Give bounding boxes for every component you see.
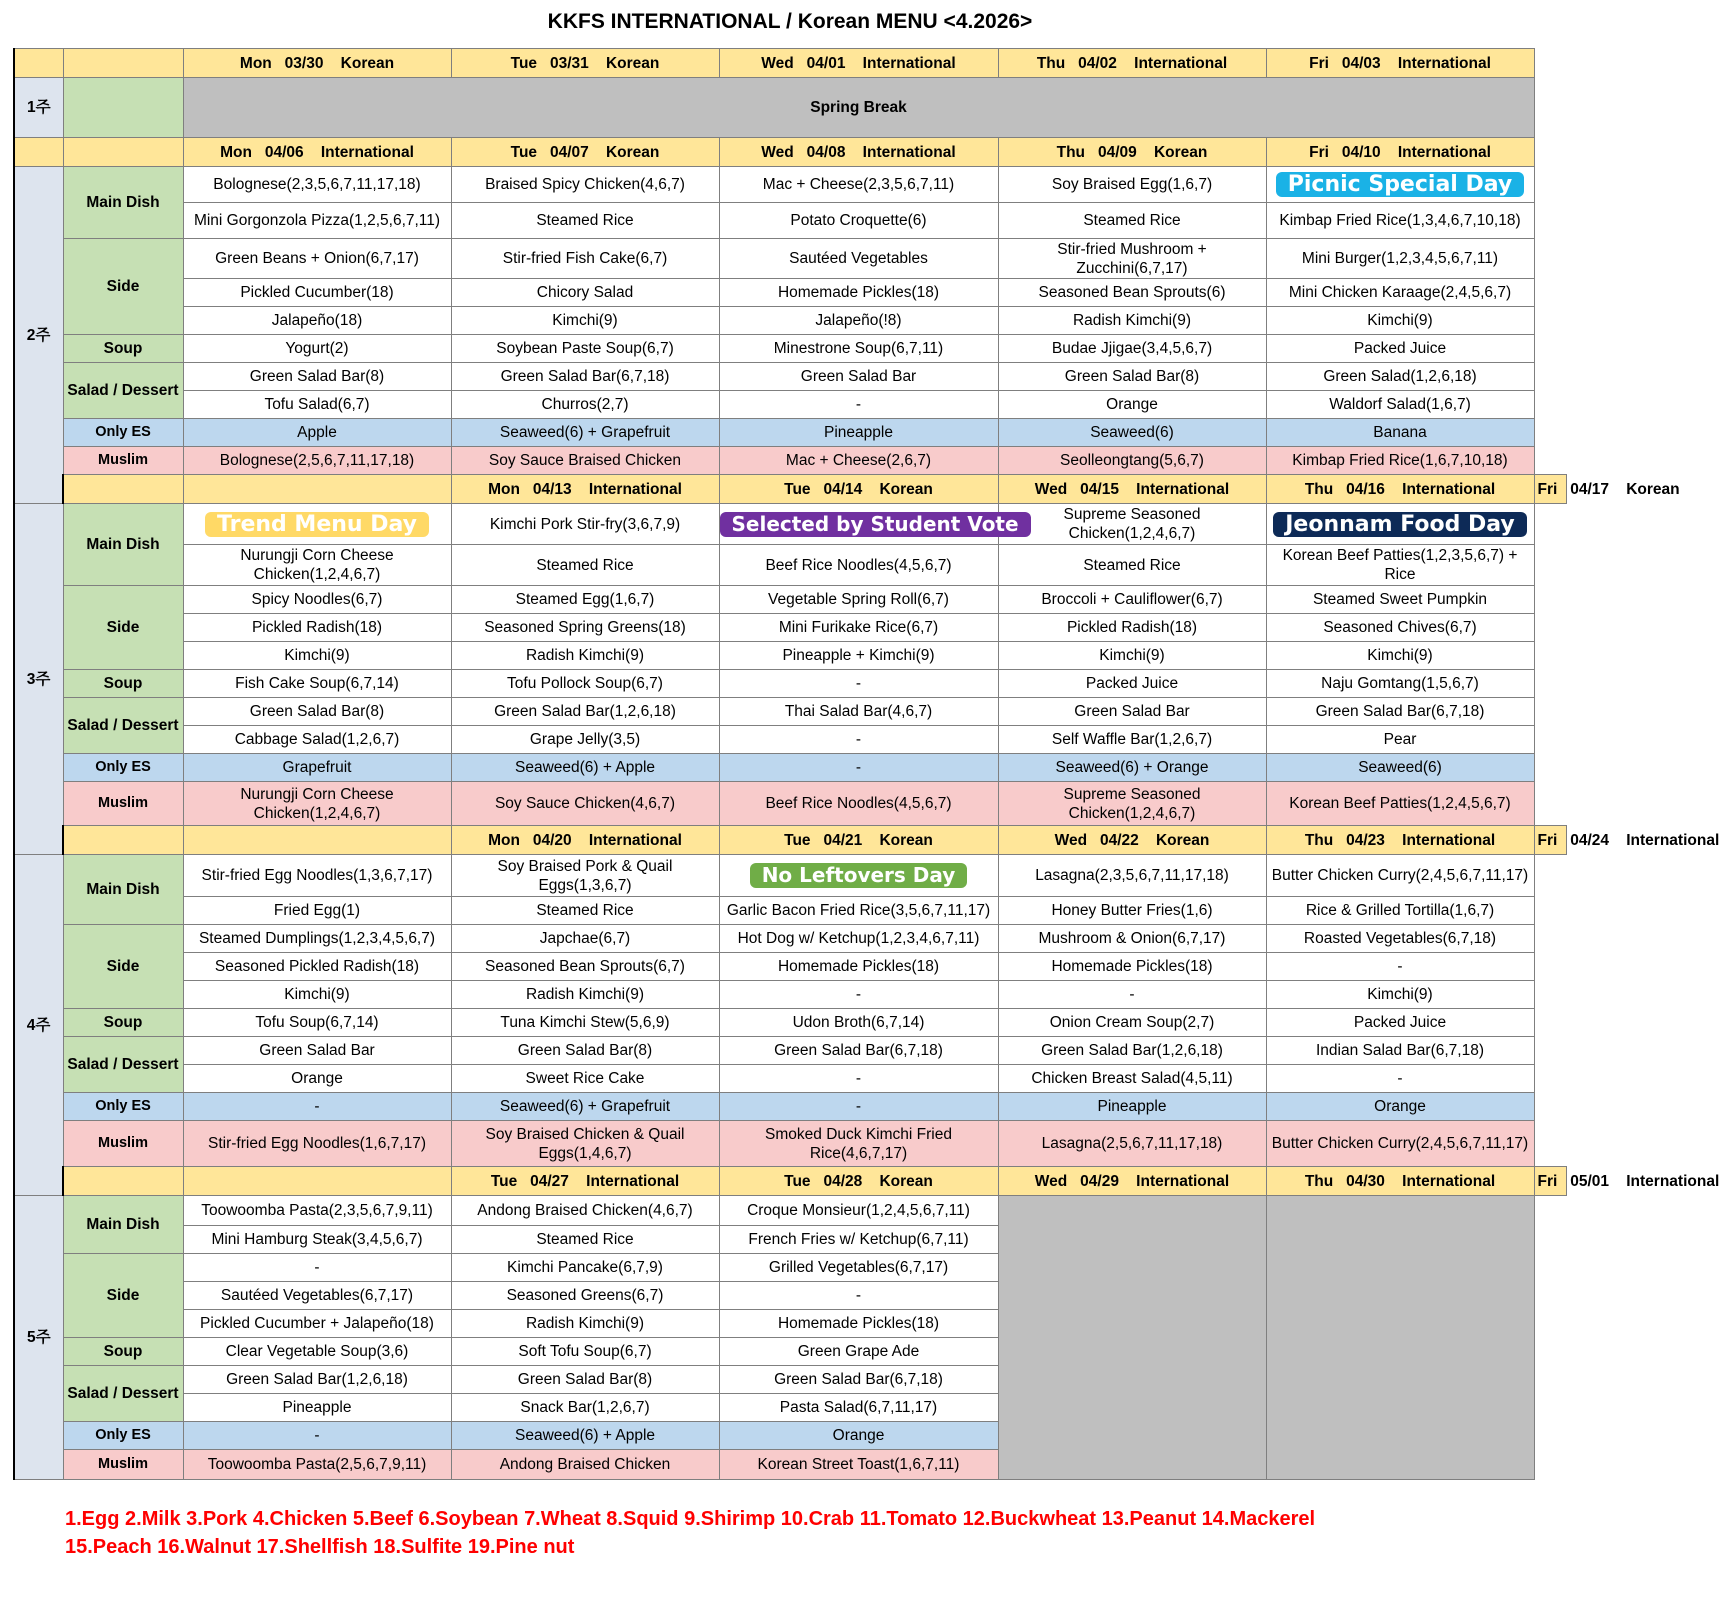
- category-salad-dessert: Salad / Dessert: [63, 1037, 183, 1093]
- week2-header-row: [14, 138, 1567, 167]
- menu-cell: Green Salad Bar(8): [451, 1366, 719, 1394]
- category-muslim: Muslim: [63, 447, 183, 475]
- week1-row: [14, 78, 1567, 138]
- menu-cell: [719, 504, 1019, 545]
- menu-cell: -: [719, 670, 998, 698]
- menu-cell: Green Salad Bar: [183, 1037, 451, 1065]
- menu-cell: Pineapple: [719, 419, 998, 447]
- page-title: KKFS INTERNATIONAL / Korean MENU <4.2026>: [547, 10, 1033, 33]
- menu-cell: Orange: [1266, 1093, 1534, 1121]
- menu-cell: Soy Sauce Chicken(4,6,7): [451, 782, 719, 826]
- category-soup: Soup: [63, 1338, 183, 1366]
- menu-cell: Vegetable Spring Roll(6,7): [719, 586, 998, 614]
- menu-cell: Orange: [719, 1422, 998, 1450]
- menu-cell: Steamed Sweet Pumpkin: [1266, 586, 1534, 614]
- no-menu-cell: [998, 1196, 1266, 1480]
- menu-cell: Korean Street Toast(1,6,7,11): [719, 1450, 998, 1480]
- day-header: Thu 04/30 International: [1266, 1167, 1534, 1196]
- menu-cell: Pickled Radish(18): [998, 614, 1266, 642]
- no-leftovers-day-badge: No Leftovers Day: [750, 863, 968, 888]
- menu-cell: Seasoned Bean Sprouts(6): [998, 279, 1266, 307]
- menu-cell: Banana: [1266, 419, 1534, 447]
- menu-cell: Stir-fried Egg Noodles(1,3,6,7,17): [183, 855, 451, 897]
- menu-cell: Naju Gomtang(1,5,6,7): [1266, 670, 1534, 698]
- day-header: Tue 04/27 International: [451, 1167, 719, 1196]
- menu-cell: -: [1266, 953, 1534, 981]
- menu-cell: Soft Tofu Soup(6,7): [451, 1338, 719, 1366]
- menu-cell: Pickled Cucumber + Jalapeño(18): [183, 1310, 451, 1338]
- allergen-legend: [65, 1505, 1565, 1561]
- student-vote-badge: Selected by Student Vote: [720, 512, 1031, 537]
- menu-cell: Chicken Breast Salad(4,5,11): [998, 1065, 1266, 1093]
- category-muslim: Muslim: [63, 782, 183, 826]
- menu-cell: Green Salad Bar(8): [998, 363, 1266, 391]
- menu-cell: Braised Spicy Chicken(4,6,7): [451, 167, 719, 203]
- menu-cell: Clear Vegetable Soup(3,6): [183, 1338, 451, 1366]
- menu-cell: Croque Monsieur(1,2,4,5,6,7,11): [719, 1196, 998, 1226]
- menu-cell: Kimchi(9): [183, 981, 451, 1009]
- day-header: Thu 04/02 International: [998, 49, 1266, 78]
- menu-cell: Butter Chicken Curry(2,4,5,6,7,11,17): [1266, 1121, 1534, 1167]
- menu-cell: Kimchi(9): [451, 307, 719, 335]
- menu-cell: Homemade Pickles(18): [719, 1310, 998, 1338]
- menu-cell: Kimbap Fried Rice(1,3,4,6,7,10,18): [1266, 203, 1534, 239]
- menu-cell: Green Beans + Onion(6,7,17): [183, 239, 451, 279]
- category-salad-dessert: Salad / Dessert: [63, 698, 183, 754]
- category-soup: Soup: [63, 1009, 183, 1037]
- menu-cell: Green Salad Bar(1,2,6,18): [183, 1366, 451, 1394]
- menu-cell: Green Grape Ade: [719, 1338, 998, 1366]
- menu-cell: Rice & Grilled Tortilla(1,6,7): [1266, 897, 1534, 925]
- menu-cell: Andong Braised Chicken: [451, 1450, 719, 1480]
- picnic-special-day-badge: Picnic Special Day: [1276, 172, 1525, 197]
- menu-cell: Pickled Radish(18): [183, 614, 451, 642]
- menu-cell: Onion Cream Soup(2,7): [998, 1009, 1266, 1037]
- day-header: Wed 04/01 International: [719, 49, 998, 78]
- menu-cell: Yogurt(2): [183, 335, 451, 363]
- week-label: 4주: [14, 855, 63, 1196]
- menu-cell: Radish Kimchi(9): [451, 981, 719, 1009]
- menu-cell: Beef Rice Noodles(4,5,6,7): [719, 782, 998, 826]
- menu-cell: Spicy Noodles(6,7): [183, 586, 451, 614]
- menu-cell: Radish Kimchi(9): [998, 307, 1266, 335]
- menu-cell: -: [998, 981, 1266, 1009]
- jeonnam-food-day-badge: Jeonnam Food Day: [1273, 512, 1527, 537]
- menu-cell: French Fries w/ Ketchup(6,7,11): [719, 1226, 998, 1254]
- menu-cell: Cabbage Salad(1,2,6,7): [183, 726, 451, 754]
- menu-cell: Green Salad Bar(6,7,18): [451, 363, 719, 391]
- menu-cell: Steamed Rice: [451, 897, 719, 925]
- menu-cell: Pineapple: [998, 1093, 1266, 1121]
- day-header: Fri 04/03 International: [1266, 49, 1534, 78]
- menu-cell: Green Salad Bar(1,2,6,18): [998, 1037, 1266, 1065]
- menu-cell: Thai Salad Bar(4,6,7): [719, 698, 998, 726]
- menu-cell: Stir-fried Egg Noodles(1,6,7,17): [183, 1121, 451, 1167]
- menu-cell: Smoked Duck Kimchi Fried Rice(4,6,7,17): [719, 1121, 998, 1167]
- day-header: Wed 04/22 Korean: [998, 826, 1266, 855]
- menu-cell: Tofu Pollock Soup(6,7): [451, 670, 719, 698]
- menu-cell: Homemade Pickles(18): [719, 953, 998, 981]
- menu-cell: Hot Dog w/ Ketchup(1,2,3,4,6,7,11): [719, 925, 998, 953]
- week-label: 5주: [14, 1196, 63, 1480]
- menu-cell: -: [719, 1065, 998, 1093]
- menu-cell: -: [719, 726, 998, 754]
- week3-header-row: [14, 475, 1567, 504]
- spring-break-note: Spring Break: [183, 78, 1534, 138]
- category-salad-dessert: Salad / Dessert: [63, 363, 183, 419]
- menu-cell: Mushroom & Onion(6,7,17): [998, 925, 1266, 953]
- category-side: Side: [63, 1254, 183, 1338]
- menu-cell: Fish Cake Soup(6,7,14): [183, 670, 451, 698]
- menu-cell: Seasoned Chives(6,7): [1266, 614, 1534, 642]
- menu-cell: Steamed Rice: [451, 203, 719, 239]
- menu-cell: Seolleongtang(5,6,7): [998, 447, 1266, 475]
- menu-cell: [1266, 504, 1534, 545]
- menu-cell: Roasted Vegetables(6,7,18): [1266, 925, 1534, 953]
- menu-cell: Sautéed Vegetables(6,7,17): [183, 1282, 451, 1310]
- menu-cell: Kimchi Pancake(6,7,9): [451, 1254, 719, 1282]
- day-header: Fri 04/10 International: [1266, 138, 1534, 167]
- trend-menu-day-badge: Trend Menu Day: [205, 512, 429, 537]
- day-header: Wed 04/29 International: [998, 1167, 1266, 1196]
- category-soup: Soup: [63, 335, 183, 363]
- menu-cell: Orange: [183, 1065, 451, 1093]
- menu-cell: Supreme Seasoned Chicken(1,2,4,6,7): [998, 504, 1266, 545]
- menu-cell: -: [719, 391, 998, 419]
- menu-cell: Fried Egg(1): [183, 897, 451, 925]
- category-only-es: Only ES: [63, 419, 183, 447]
- day-header: Fri 05/01 International: [1534, 1167, 1567, 1196]
- menu-cell: -: [183, 1254, 451, 1282]
- menu-cell: Nurungji Corn Cheese Chicken(1,2,4,6,7): [183, 545, 451, 586]
- menu-cell: Green Salad(1,2,6,18): [1266, 363, 1534, 391]
- menu-cell: Snack Bar(1,2,6,7): [451, 1394, 719, 1422]
- menu-cell: Packed Juice: [1266, 335, 1534, 363]
- menu-cell: Seaweed(6) + Orange: [998, 754, 1266, 782]
- category-blank: [63, 78, 183, 138]
- category-only-es: Only ES: [63, 1093, 183, 1121]
- menu-cell: Homemade Pickles(18): [998, 953, 1266, 981]
- menu-cell: Green Salad Bar(6,7,18): [719, 1037, 998, 1065]
- week-label: 2주: [14, 167, 63, 504]
- menu-cell: Radish Kimchi(9): [451, 1310, 719, 1338]
- category-only-es: Only ES: [63, 754, 183, 782]
- menu-cell: Tofu Soup(6,7,14): [183, 1009, 451, 1037]
- menu-cell: Sautéed Vegetables: [719, 239, 998, 279]
- no-menu-cell: [1266, 1196, 1534, 1480]
- allergen-line: 1.Egg 2.Milk 3.Pork 4.Chicken 5.Beef 6.Soybean 7.Wheat 8.Squid 9.Shirimp 10.Crab 11.Tomato 12.Buckwheat 13.Peanut 14.Mackerel: [65, 1508, 1316, 1530]
- menu-cell: Andong Braised Chicken(4,6,7): [451, 1196, 719, 1226]
- menu-cell: Self Waffle Bar(1,2,6,7): [998, 726, 1266, 754]
- menu-cell: Tuna Kimchi Stew(5,6,9): [451, 1009, 719, 1037]
- menu-cell: Soy Braised Egg(1,6,7): [998, 167, 1266, 203]
- menu-cell: [183, 504, 451, 545]
- menu-cell: Packed Juice: [1266, 1009, 1534, 1037]
- menu-cell: Radish Kimchi(9): [451, 642, 719, 670]
- day-header: Fri 04/24 International: [1534, 826, 1567, 855]
- day-header: Mon 04/13 International: [451, 475, 719, 504]
- menu-cell: Green Salad Bar(8): [451, 1037, 719, 1065]
- category-main-dish: Main Dish: [63, 167, 183, 239]
- category-side: Side: [63, 925, 183, 1009]
- menu-cell: Kimbap Fried Rice(1,6,7,10,18): [1266, 447, 1534, 475]
- menu-cell: Steamed Egg(1,6,7): [451, 586, 719, 614]
- menu-cell: Soybean Paste Soup(6,7): [451, 335, 719, 363]
- menu-cell: Toowoomba Pasta(2,5,6,7,9,11): [183, 1450, 451, 1480]
- day-header: Thu 04/23 International: [1266, 826, 1534, 855]
- menu-cell: Supreme Seasoned Chicken(1,2,4,6,7): [998, 782, 1266, 826]
- menu-cell: Apple: [183, 419, 451, 447]
- menu-cell: Mini Furikake Rice(6,7): [719, 614, 998, 642]
- day-header: Tue 04/07 Korean: [451, 138, 719, 167]
- menu-cell: Pineapple: [183, 1394, 451, 1422]
- week5-header-row: [14, 1167, 1567, 1196]
- menu-cell: Mini Burger(1,2,3,4,5,6,7,11): [1266, 239, 1534, 279]
- menu-cell: Green Salad Bar: [719, 363, 998, 391]
- menu-cell: Japchae(6,7): [451, 925, 719, 953]
- category-muslim: Muslim: [63, 1450, 183, 1480]
- category-main-dish: Main Dish: [63, 504, 183, 586]
- menu-cell: Bolognese(2,3,5,6,7,11,17,18): [183, 167, 451, 203]
- menu-cell: Green Salad Bar(6,7,18): [1266, 698, 1534, 726]
- category-muslim: Muslim: [63, 1121, 183, 1167]
- week4-header-row: [14, 826, 1567, 855]
- menu-cell: Broccoli + Cauliflower(6,7): [998, 586, 1266, 614]
- menu-cell: Kimchi(9): [1266, 642, 1534, 670]
- day-header: Wed 04/08 International: [719, 138, 998, 167]
- menu-cell: -: [719, 981, 998, 1009]
- menu-cell: Mac + Cheese(2,6,7): [719, 447, 998, 475]
- day-header: Fri 04/17 Korean: [1534, 475, 1567, 504]
- menu-cell: -: [719, 1282, 998, 1310]
- day-header: Mon 04/20 International: [451, 826, 719, 855]
- week1-header-row: [14, 49, 1567, 78]
- day-header: Mon 03/30 Korean: [183, 49, 451, 78]
- menu-cell: Seaweed(6) + Apple: [451, 754, 719, 782]
- menu-cell: Tofu Salad(6,7): [183, 391, 451, 419]
- category-soup: Soup: [63, 670, 183, 698]
- menu-cell: Beef Rice Noodles(4,5,6,7): [719, 545, 998, 586]
- day-header: Tue 04/21 Korean: [719, 826, 998, 855]
- menu-cell: Udon Broth(6,7,14): [719, 1009, 998, 1037]
- menu-cell: Butter Chicken Curry(2,4,5,6,7,11,17): [1266, 855, 1534, 897]
- menu-cell: Budae Jjigae(3,4,5,6,7): [998, 335, 1266, 363]
- menu-table: [13, 48, 1719, 1480]
- menu-cell: Mini Gorgonzola Pizza(1,2,5,6,7,11): [183, 203, 451, 239]
- menu-cell: Green Salad Bar(8): [183, 363, 451, 391]
- menu-cell: -: [719, 754, 998, 782]
- menu-cell: Pineapple + Kimchi(9): [719, 642, 998, 670]
- menu-cell: Seasoned Spring Greens(18): [451, 614, 719, 642]
- menu-cell: Seaweed(6) + Grapefruit: [451, 419, 719, 447]
- menu-cell: Green Salad Bar(6,7,18): [719, 1366, 998, 1394]
- menu-cell: [1266, 167, 1534, 203]
- menu-cell: Green Salad Bar(8): [183, 698, 451, 726]
- menu-cell: Pear: [1266, 726, 1534, 754]
- menu-cell: Mini Hamburg Steak(3,4,5,6,7): [183, 1226, 451, 1254]
- menu-cell: Packed Juice: [998, 670, 1266, 698]
- menu-cell: Jalapeño(!8): [719, 307, 998, 335]
- menu-cell: Seasoned Greens(6,7): [451, 1282, 719, 1310]
- category-main-dish: Main Dish: [63, 855, 183, 925]
- menu-cell: Seasoned Pickled Radish(18): [183, 953, 451, 981]
- menu-cell: Mini Chicken Karaage(2,4,5,6,7): [1266, 279, 1534, 307]
- menu-cell: Kimchi(9): [1266, 981, 1534, 1009]
- day-header: Tue 04/14 Korean: [719, 475, 998, 504]
- menu-cell: Seaweed(6): [1266, 754, 1534, 782]
- menu-cell: [719, 855, 998, 897]
- menu-cell: Seaweed(6) + Apple: [451, 1422, 719, 1450]
- category-only-es: Only ES: [63, 1422, 183, 1450]
- allergen-line: 15.Peach 16.Walnut 17.Shellfish 18.Sulfite 19.Pine nut: [65, 1536, 575, 1558]
- menu-cell: Mac + Cheese(2,3,5,6,7,11): [719, 167, 998, 203]
- menu-cell: Indian Salad Bar(6,7,18): [1266, 1037, 1534, 1065]
- menu-cell: Orange: [998, 391, 1266, 419]
- menu-cell: Toowoomba Pasta(2,3,5,6,7,9,11): [183, 1196, 451, 1226]
- menu-cell: -: [183, 1422, 451, 1450]
- day-header: Wed 04/15 International: [998, 475, 1266, 504]
- menu-cell: Steamed Rice: [998, 203, 1266, 239]
- category-side: Side: [63, 239, 183, 335]
- menu-cell: Jalapeño(18): [183, 307, 451, 335]
- category-side: Side: [63, 586, 183, 670]
- menu-cell: Korean Beef Patties(1,2,3,5,6,7) + Rice: [1266, 545, 1534, 586]
- menu-cell: Garlic Bacon Fried Rice(3,5,6,7,11,17): [719, 897, 998, 925]
- menu-cell: Kimchi Pork Stir-fry(3,6,7,9): [451, 504, 719, 545]
- menu-cell: Bolognese(2,5,6,7,11,17,18): [183, 447, 451, 475]
- menu-cell: Steamed Rice: [451, 545, 719, 586]
- menu-cell: Chicory Salad: [451, 279, 719, 307]
- menu-cell: Steamed Rice: [451, 1226, 719, 1254]
- menu-cell: Waldorf Salad(1,6,7): [1266, 391, 1534, 419]
- menu-cell: Soy Braised Chicken & Quail Eggs(1,4,6,7): [451, 1121, 719, 1167]
- menu-cell: Green Salad Bar: [998, 698, 1266, 726]
- menu-cell: Grilled Vegetables(6,7,17): [719, 1254, 998, 1282]
- menu-cell: Kimchi(9): [183, 642, 451, 670]
- menu-cell: Homemade Pickles(18): [719, 279, 998, 307]
- menu-cell: -: [719, 1093, 998, 1121]
- week-label: 3주: [14, 504, 63, 855]
- day-header: Thu 04/16 International: [1266, 475, 1534, 504]
- menu-cell: Stir-fried Mushroom + Zucchini(6,7,17): [998, 239, 1266, 279]
- menu-cell: Green Salad Bar(1,2,6,18): [451, 698, 719, 726]
- menu-cell: Lasagna(2,3,5,6,7,11,17,18): [998, 855, 1266, 897]
- menu-cell: Sweet Rice Cake: [451, 1065, 719, 1093]
- week-label: 1주: [14, 78, 63, 138]
- menu-cell: Pickled Cucumber(18): [183, 279, 451, 307]
- menu-cell: Honey Butter Fries(1,6): [998, 897, 1266, 925]
- menu-cell: Kimchi(9): [1266, 307, 1534, 335]
- menu-cell: Minestrone Soup(6,7,11): [719, 335, 998, 363]
- menu-cell: Pasta Salad(6,7,11,17): [719, 1394, 998, 1422]
- menu-cell: Potato Croquette(6): [719, 203, 998, 239]
- menu-cell: Seaweed(6) + Grapefruit: [451, 1093, 719, 1121]
- day-header: Thu 04/09 Korean: [998, 138, 1266, 167]
- menu-cell: Seaweed(6): [998, 419, 1266, 447]
- menu-cell: Steamed Rice: [998, 545, 1266, 586]
- menu-cell: Nurungji Corn Cheese Chicken(1,2,4,6,7): [183, 782, 451, 826]
- menu-cell: Lasagna(2,5,6,7,11,17,18): [998, 1121, 1266, 1167]
- day-header: Mon 04/06 International: [183, 138, 451, 167]
- menu-cell: Soy Braised Pork & Quail Eggs(1,3,6,7): [451, 855, 719, 897]
- day-header: Tue 04/28 Korean: [719, 1167, 998, 1196]
- menu-cell: -: [1266, 1065, 1534, 1093]
- menu-cell: Soy Sauce Braised Chicken: [451, 447, 719, 475]
- day-header: Tue 03/31 Korean: [451, 49, 719, 78]
- category-main-dish: Main Dish: [63, 1196, 183, 1254]
- menu-cell: -: [183, 1093, 451, 1121]
- menu-cell: Steamed Dumplings(1,2,3,4,5,6,7): [183, 925, 451, 953]
- menu-cell: Grapefruit: [183, 754, 451, 782]
- menu-cell: Kimchi(9): [998, 642, 1266, 670]
- menu-cell: Seasoned Bean Sprouts(6,7): [451, 953, 719, 981]
- menu-cell: Korean Beef Patties(1,2,4,5,6,7): [1266, 782, 1534, 826]
- menu-cell: Grape Jelly(3,5): [451, 726, 719, 754]
- menu-cell: Churros(2,7): [451, 391, 719, 419]
- menu-cell: Stir-fried Fish Cake(6,7): [451, 239, 719, 279]
- category-salad-dessert: Salad / Dessert: [63, 1366, 183, 1422]
